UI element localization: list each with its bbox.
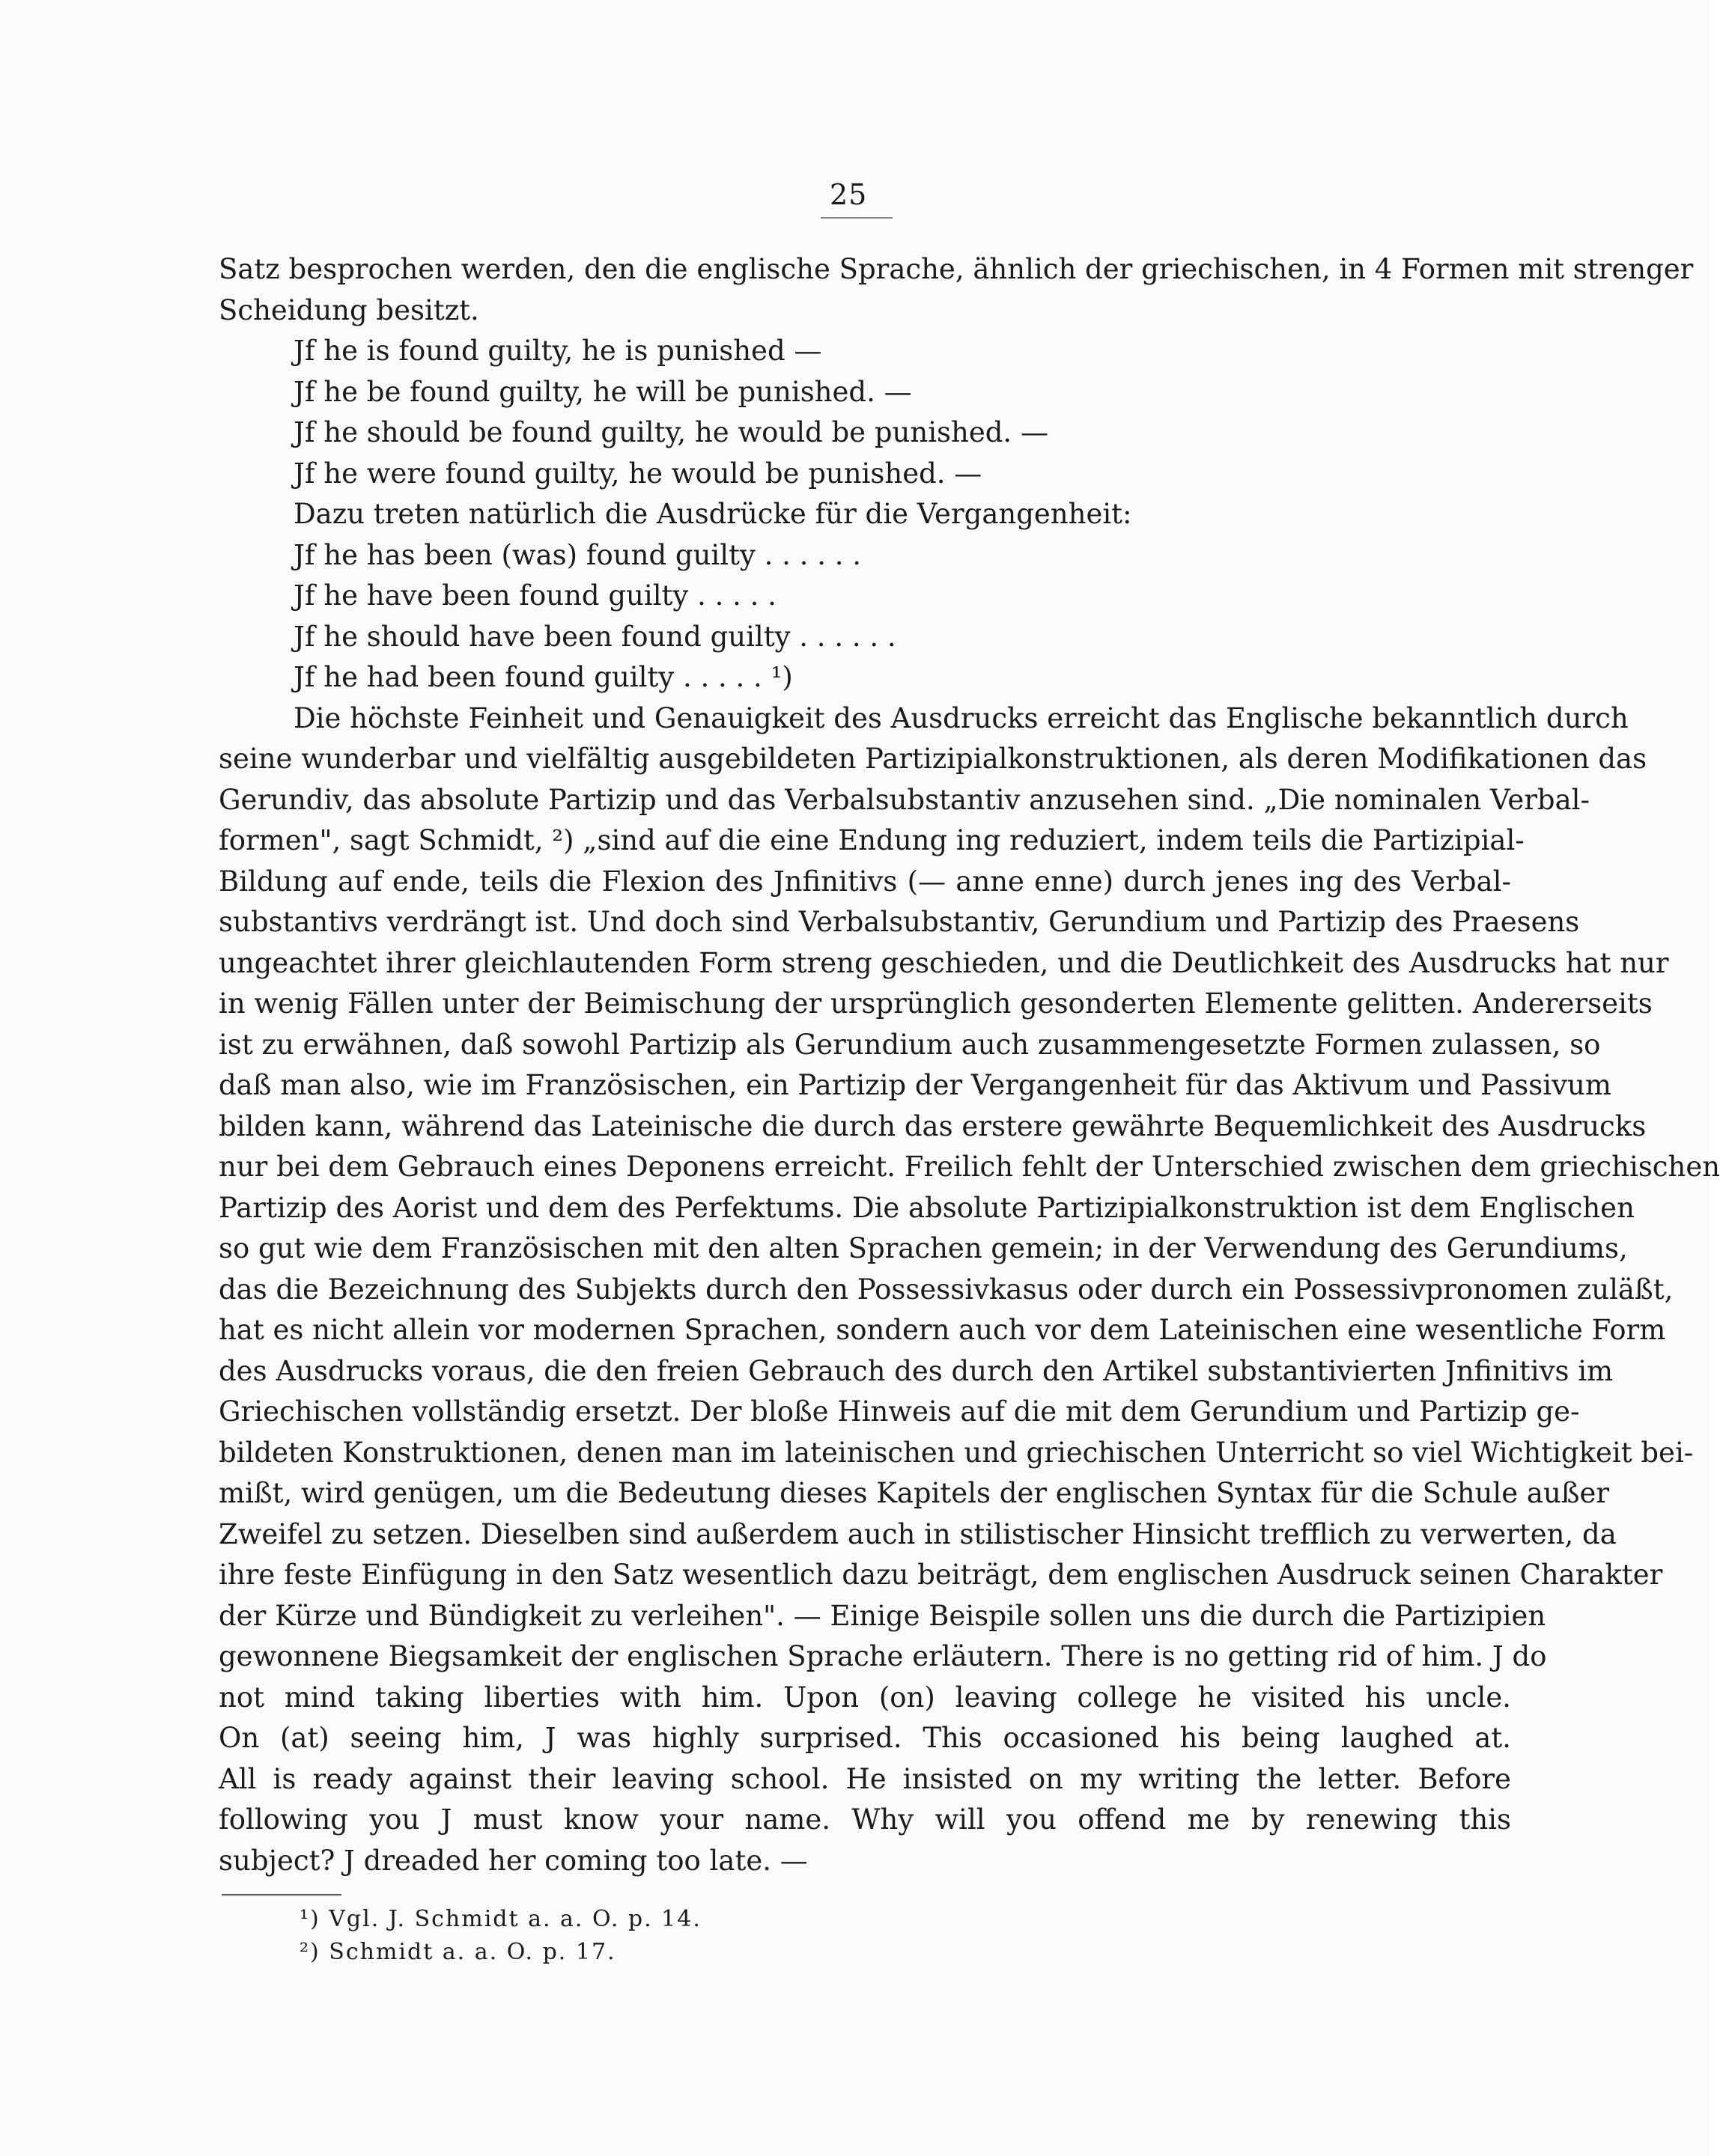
- example-line: Jf he were found guilty, he would be punished. —: [294, 457, 982, 490]
- text-line: bilden kann, während das Lateinische die durch das erstere gewährte Bequemlichkeit des Ausdrucks: [219, 1109, 1647, 1142]
- text-line: formen", sagt Schmidt, ²) „sind auf die eine Endung ing reduziert, indem teils die Partizipial-: [219, 824, 1525, 856]
- text-line: daß man also, wie im Französischen, ein Partizip der Vergangenheit für das Aktivum und Passivum: [219, 1069, 1611, 1101]
- text-line: bildeten Konstruktionen, denen man im lateinischen und griechischen Unterricht so viel Wichtigkeit bei-: [219, 1436, 1694, 1469]
- footnotes: [300, 1903, 1198, 1969]
- text-line: substantivs verdrängt ist. Und doch sind Verbalsubstantiv, Gerundium und Partizip des Praesens: [219, 906, 1580, 938]
- text-line: ist zu erwähnen, daß sowohl Partizip als Gerundium auch zusammengesetzte Formen zulassen, so: [219, 1028, 1601, 1061]
- text-line: Griechischen vollständig ersetzt. Der bloße Hinweis auf die mit dem Gerundium und Partizip ge-: [219, 1395, 1580, 1428]
- text-line: ihre feste Einfügung in den Satz wesentlich dazu beiträgt, dem englischen Ausdruck seinen Charakter: [219, 1559, 1663, 1591]
- example-line: Jf he has been (was) found guilty . . . . . .: [294, 538, 861, 571]
- text-line: mißt, wird genügen, um die Bedeutung dieses Kapitels der englischen Syntax für die Schule außer: [219, 1477, 1610, 1509]
- text-line: following you J must know your name. Why will you offend me by renewing this: [219, 1803, 1511, 1836]
- text-line: das die Bezeichnung des Subjekts durch den Possessivkasus oder durch ein Possessivpronomen zuläßt,: [219, 1273, 1674, 1306]
- example-line: Jf he have been found guilty . . . . .: [294, 579, 777, 612]
- text-line: not mind taking liberties with him. Upon (on) leaving college he visited his uncle.: [219, 1681, 1511, 1714]
- example-line: Jf he had been found guilty . . . . . ¹): [294, 661, 793, 693]
- body-text: [219, 249, 1720, 1881]
- text-line: Scheidung besitzt.: [219, 293, 479, 326]
- text-line: Partizip des Aorist und dem des Perfektums. Die absolute Partizipialkonstruktion ist dem Englischen: [219, 1191, 1635, 1224]
- text-line: All is ready against their leaving school. He insisted on my writing the letter. Before: [219, 1762, 1511, 1795]
- text-line: hat es nicht allein vor modernen Sprachen, sondern auch vor dem Lateinischen eine wesentliche Form: [219, 1314, 1666, 1346]
- text-line: gewonnene Biegsamkeit der englischen Sprache erläutern. There is no getting rid of him. J do: [219, 1640, 1547, 1672]
- text-line: seine wunderbar und vielfältig ausgebildeten Partizipialkonstruktionen, als deren Modifikationen das: [219, 743, 1647, 775]
- text-line: Dazu treten natürlich die Ausdrücke für die Vergangenheit:: [294, 498, 1132, 530]
- text-line: ungeachtet ihrer gleichlautenden Form streng geschieden, und die Deutlichkeit des Ausdrucks hat nur: [219, 946, 1669, 979]
- footnote: ²) Schmidt a. a. O. p. 17.: [300, 1939, 616, 1965]
- text-line: in wenig Fällen unter der Beimischung der ursprünglich gesonderten Elemente gelitten. Andererseits: [219, 987, 1653, 1020]
- footnote-rule: [222, 1894, 341, 1895]
- text-line: der Kürze und Bündigkeit zu verleihen". — Einige Beispile sollen uns die durch die Partizipien: [219, 1599, 1546, 1632]
- page-number: 25: [830, 178, 868, 211]
- footnote: ¹) Vgl. J. Schmidt a. a. O. p. 14.: [300, 1906, 702, 1932]
- text-line: Die höchste Feinheit und Genauigkeit des Ausdrucks erreicht das Englische bekanntlich durch: [294, 701, 1629, 734]
- text-line: des Ausdrucks voraus, die den freien Gebrauch des durch den Artikel substantivierten Jnfinitivs im: [219, 1354, 1614, 1387]
- text-line: so gut wie dem Französischen mit den alten Sprachen gemein; in der Verwendung des Gerundiums,: [219, 1232, 1628, 1264]
- text-line: Gerundiv, das absolute Partizip und das Verbalsubstantiv anzusehen sind. „Die nominalen Verbal-: [219, 783, 1590, 816]
- example-line: Jf he should be found guilty, he would be punished. —: [294, 416, 1048, 448]
- text-line: nur bei dem Gebrauch eines Deponens erreicht. Freilich fehlt der Unterschied zwischen dem griechischen: [219, 1151, 1720, 1183]
- example-line: Jf he should have been found guilty . . . . . .: [294, 620, 896, 653]
- page-number-rule: [821, 217, 893, 219]
- text-line: On (at) seeing him, J was highly surprised. This occasioned his being laughed at.: [219, 1722, 1511, 1754]
- text-line: Bildung auf ende, teils die Flexion des Jnfinitivs (— anne enne) durch jenes ing des Verbal-: [219, 865, 1511, 898]
- example-line: Jf he is found guilty, he is punished —: [294, 335, 822, 367]
- text-line: subject? J dreaded her coming too late. —: [219, 1844, 808, 1877]
- example-line: Jf he be found guilty, he will be punished. —: [294, 375, 912, 408]
- text-line: Satz besprochen werden, den die englische Sprache, ähnlich der griechischen, in 4 Formen mit strenger: [219, 253, 1694, 285]
- text-line: Zweifel zu setzen. Dieselben sind außerdem auch in stilistischer Hinsicht trefflich zu verwerten, da: [219, 1517, 1617, 1550]
